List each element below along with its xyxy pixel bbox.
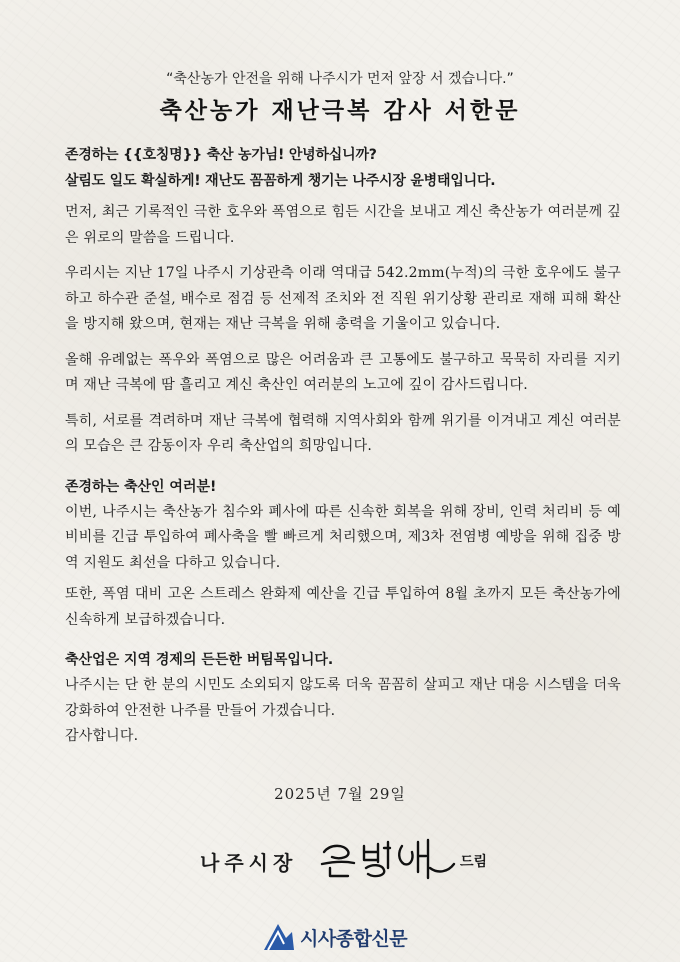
section-heading-economy: 축산업은 지역 경제의 든든한 버팀목입니다. <box>65 652 334 668</box>
letter-subtitle: “축산농가 안전을 위해 나주시가 먼저 앞장 서 겠습니다.” <box>166 71 514 87</box>
publisher-name: 시사종합신문 <box>300 928 408 950</box>
paragraph-gratitude: 올해 유례없는 폭우와 폭염으로 많은 어려움과 큰 고통에도 불구하고 묵묵히 자리를 지키며 재난 극복에 땀 흘리고 계신 축산인 여러분의 노고에 깊이 감사드립니다. <box>65 351 621 393</box>
signer-title: 나주시장 <box>200 851 298 875</box>
paragraph-hope: 특히, 서로를 격려하며 재난 극복에 협력해 지역사회와 함께 위기를 이겨내고 계신 여러분의 모습은 큰 감동이자 우리 축산업의 희망입니다. <box>65 412 621 454</box>
publisher-logo-icon <box>262 922 296 952</box>
paragraph-response: 우리시는 지난 17일 나주시 기상관측 이래 역대급 542.2mm(누적)의 극한 호우에도 불구하고 하수관 준설, 배수로 점검 등 선제적 조치와 전 직원 위기상황 관리로 재해 피해 확산을 방지해 왔으며, 현재는 재난 극복을 위해 총력을 기울이고 있습니다. <box>65 265 621 332</box>
paragraph-commitment: 나주시는 단 한 분의 시민도 소외되지 않도록 더욱 꼼꼼히 살피고 재난 대응 시스템을 더욱 강화하여 안전한 나주를 만들어 가겠습니다. <box>65 677 621 719</box>
greeting <box>65 142 621 194</box>
greeting-line-2: 살림도 일도 확실하게! 재난도 꼼꼼하게 챙기는 나주시장 윤병태입니다. <box>65 173 496 189</box>
paragraph-condolence: 먼저, 최근 기록적인 극한 호우와 폭염으로 힘든 시간을 보내고 계신 축산농가 여러분께 깊은 위로의 말씀을 드립니다. <box>65 204 621 246</box>
handwritten-signature <box>318 838 458 882</box>
signature-block <box>200 838 520 882</box>
greeting-line-1: 존경하는 {{호칭명}} 축산 농가님! 안녕하십니까? <box>65 147 377 163</box>
section-heading-farmers: 존경하는 축산인 여러분! <box>65 478 217 495</box>
letter-title: 축산농가 재난극복 감사 서한문 <box>159 98 521 124</box>
signer-suffix: 드림 <box>460 854 488 870</box>
paragraph-heatwave: 또한, 폭염 대비 고온 스트레스 완화제 예산을 긴급 투입하여 8월 초까지 모든 축산농가에 신속하게 보급하겠습니다. <box>65 586 621 628</box>
paragraph-thanks: 감사합니다. <box>65 728 139 744</box>
letter-body <box>65 142 621 750</box>
letter-date: 2025년 7월 29일 <box>274 785 406 803</box>
publisher-footer <box>262 920 432 954</box>
paragraph-recovery: 이번, 나주시는 축산농가 침수와 폐사에 따른 신속한 회복을 위해 장비, 인력 처리비 등 예비비를 긴급 투입하여 폐사축을 빨 빠르게 처리했으며, 제3차 전염병 예방을 위해 집중 방역 지원도 최선을 다하고 있습니다. <box>65 503 621 571</box>
